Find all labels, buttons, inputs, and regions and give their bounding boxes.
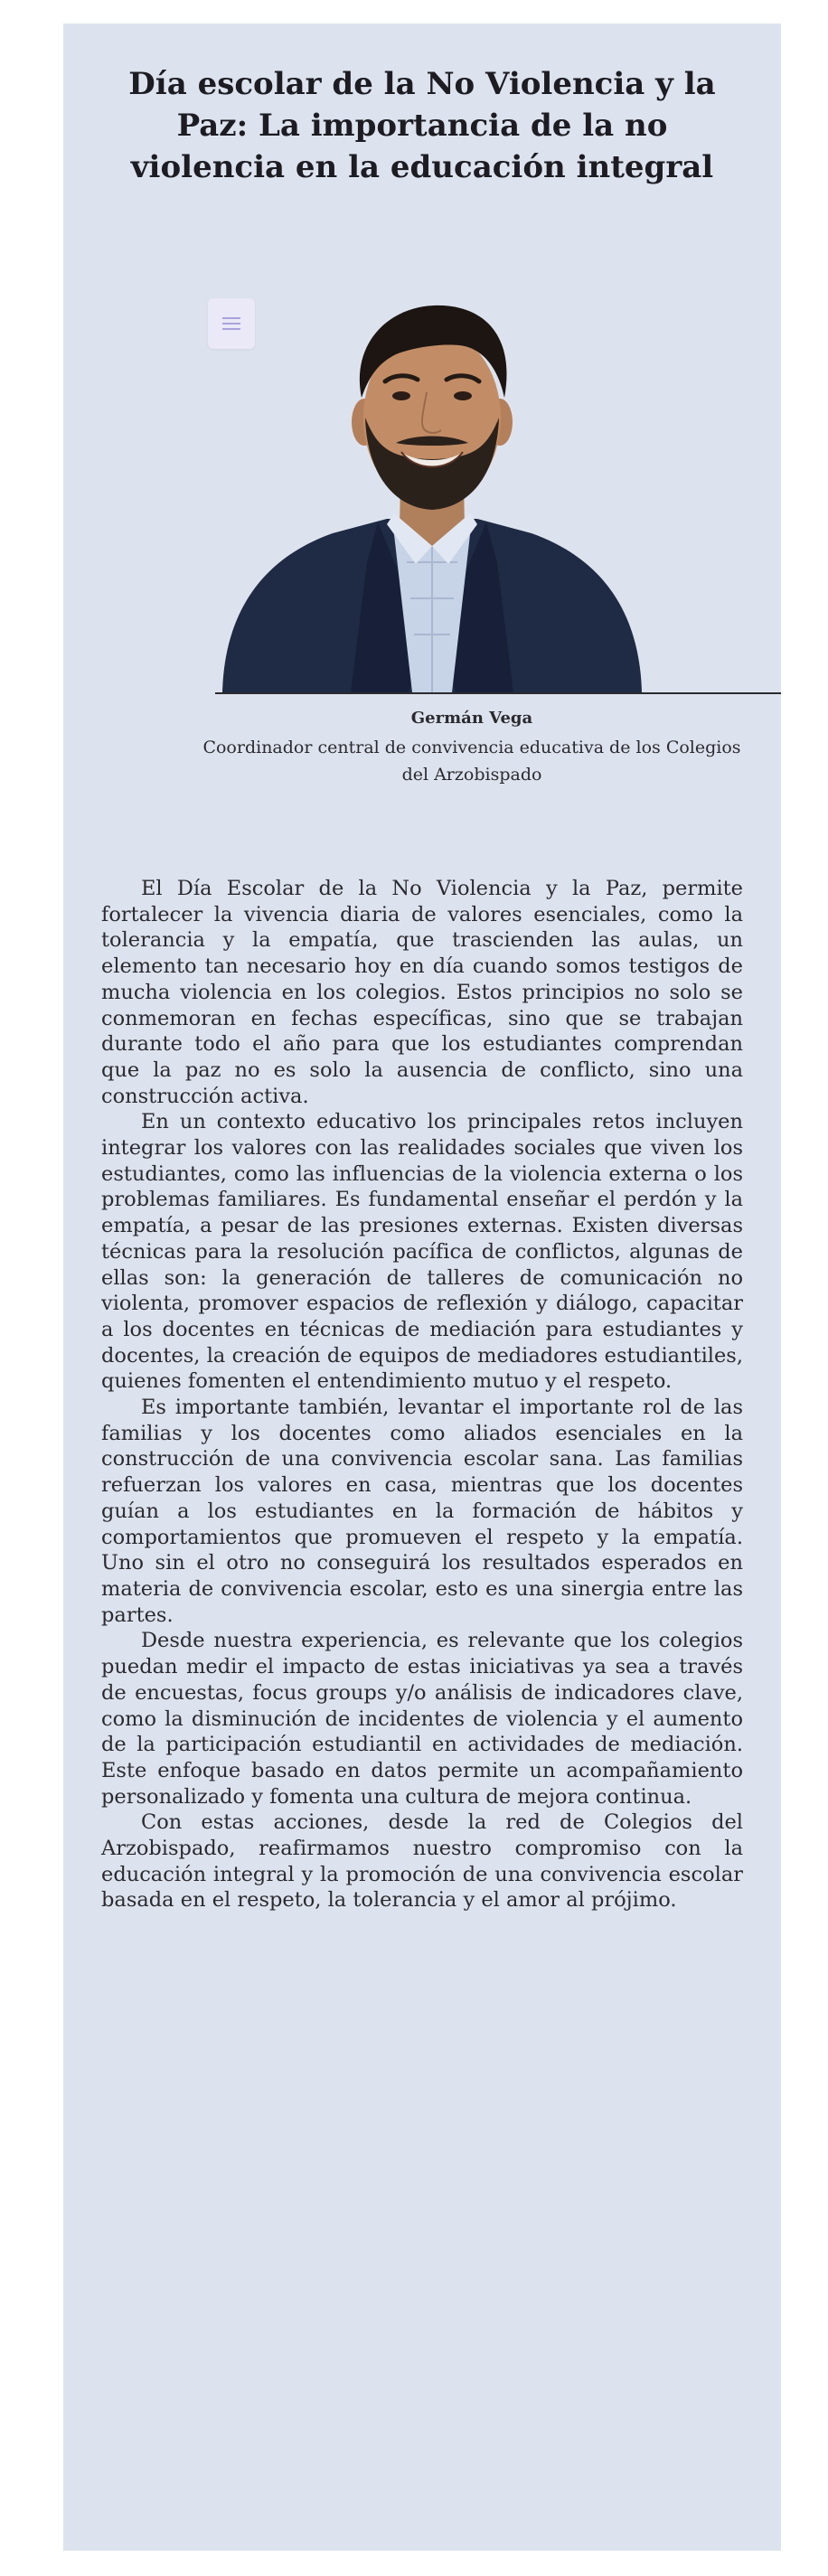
paragraph: Con estas acciones, desde la red de Colegios del Arzobispado, reafirmamos nuestro compromiso con la educación integral y la promoción de una convivencia escolar basada en el respeto, la tolerancia y el amor al prójimo. <box>101 1810 743 1913</box>
paragraph: El Día Escolar de la No Violencia y la Paz, permite fortalecer la vivencia diaria de valores esenciales, como la tolerancia y la empatía, que trascienden las aulas, un elemento tan necesario hoy en día cuando somos testigos de mucha violencia en los colegios. Estos principios no solo se conmemoran en fechas específicas, sino que se trabajan durante todo el año para que los estudiantes comprendan que la paz no es solo la ausencia de conflicto, sino una construcción activa. <box>101 877 743 1108</box>
paragraph: Es importante también, levantar el importante rol de las familias y los docentes como aliados esenciales en la construcción de una convivencia escolar sana. Las familias refuerzan los valores en casa, mientras que los docentes guían a los estudiantes en la formación de hábitos y comportamientos que promueven el respeto y la empatía. Uno sin el otro no conseguirá los resultados esperados en materia de convivencia escolar, esto es una sinergia entre las partes. <box>101 1396 743 1627</box>
hamburger-menu-icon <box>222 317 240 330</box>
paragraph: Desde nuestra experiencia, es relevante que los colegios puedan medir el impacto de estas iniciativas ya sea a través de encuestas, focus groups y/o análisis de indicadores clave, como la disminución de incidentes de violencia y el aumento de la participación estudiantil en actividades de mediación. Este enfoque basado en datos permite un acompañamiento personalizado y fomenta una cultura de mejora continua. <box>101 1629 743 1809</box>
author-photo <box>215 291 647 692</box>
paragraph: En un contexto educativo los principales retos incluyen integrar los valores con las realidades sociales que viven los estudiantes, como las influencias de la violencia externa o los problemas familiares. Es fundamental enseñar el perdón y la empatía, a pesar de las presiones externas. Existen diversas técnicas para la resolución pacífica de conflictos, algunas de ellas son: la generación de talleres de comunicación no violenta, promover espacios de reflexión y diálogo, capacitar a los docentes en técnicas de mediación para estudiantes y docentes, la creación de equipos de mediadores estudiantiles, quienes fomenten el entendimiento mutuo y el respeto. <box>101 1110 743 1394</box>
article-panel <box>63 24 781 2551</box>
article-title: Día escolar de la No Violencia y la Paz: La importancia de la no violencia en la educación integral <box>128 66 716 185</box>
article-body <box>101 876 743 1913</box>
author-name: Germán Vega <box>410 709 533 728</box>
divider <box>215 692 781 694</box>
menu-button[interactable] <box>208 298 255 349</box>
author-role: Coordinador central de convivencia educativa de los Colegios del Arzobispado <box>202 738 741 785</box>
